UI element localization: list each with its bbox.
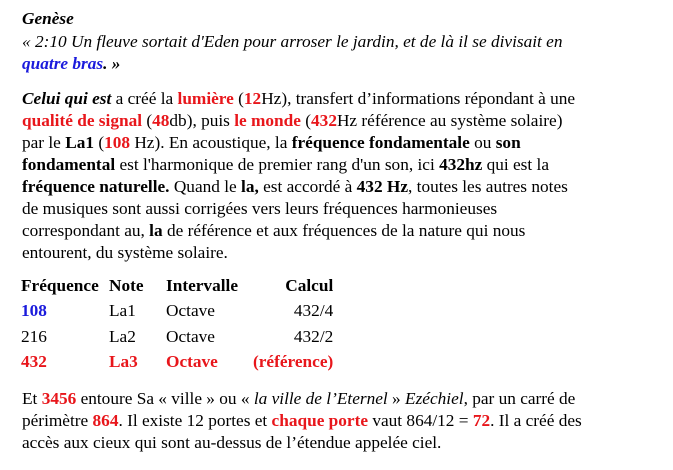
header-note: Note bbox=[109, 275, 144, 295]
value-432-hz: 432 Hz bbox=[356, 177, 409, 196]
text: par le bbox=[22, 133, 66, 152]
table-header-row bbox=[21, 273, 333, 299]
p1-line-8 bbox=[22, 243, 228, 263]
p1-line-3 bbox=[22, 133, 521, 153]
cell-frequence: 216 bbox=[21, 326, 47, 346]
chaque-porte: chaque porte bbox=[271, 411, 369, 430]
verse-highlight: quatre bras bbox=[22, 54, 104, 73]
celui-qui-est: Celui qui est bbox=[22, 89, 112, 108]
ville-de-l-eternel: la ville de l’Eternel bbox=[253, 389, 388, 408]
value-432hz: 432hz bbox=[439, 155, 483, 174]
frequence-fondamentale: fréquence fondamentale bbox=[291, 133, 470, 152]
verse-text: « 2:10 Un fleuve sortait d'Eden pour arroser le jardin, et de là il se divisait en bbox=[22, 32, 563, 51]
ezechiel: Ezéchiel bbox=[405, 389, 464, 408]
table-row bbox=[21, 299, 333, 325]
frequency-table bbox=[21, 273, 333, 375]
text: a créé la bbox=[111, 89, 178, 108]
text: . Il a créé des bbox=[490, 411, 582, 430]
text: est accordé à bbox=[258, 177, 357, 196]
text: qui est la bbox=[482, 155, 549, 174]
text: correspondant au, bbox=[22, 221, 150, 240]
verse-line-2 bbox=[22, 54, 120, 74]
text: entoure Sa « ville » ou « bbox=[76, 389, 254, 408]
verse-end: . » bbox=[103, 54, 121, 73]
value-48: 48 bbox=[152, 111, 170, 130]
text: de référence et aux fréquences de la nature qui nous bbox=[162, 221, 526, 240]
value-72: 72 bbox=[472, 411, 491, 430]
cell-intervalle: Octave bbox=[166, 326, 215, 346]
text: de musiques sont aussi corrigées vers leurs fréquences harmonieuses bbox=[22, 199, 498, 218]
cell-calcul: 432/2 bbox=[293, 326, 334, 346]
cell-frequence: 108 bbox=[21, 301, 47, 321]
cell-intervalle: Octave bbox=[166, 301, 215, 321]
value-3456: 3456 bbox=[41, 389, 77, 408]
text: vaut 864/12 = bbox=[368, 411, 473, 430]
cell-calcul: 432/4 bbox=[293, 301, 334, 321]
text: , toutes les autres notes bbox=[408, 177, 568, 196]
value-12: 12 bbox=[243, 89, 262, 108]
p1-line-7 bbox=[22, 221, 525, 241]
cell-note: La3 bbox=[109, 352, 138, 372]
value-864: 864 bbox=[92, 411, 119, 430]
la-note: la, bbox=[241, 177, 259, 196]
text: périmètre bbox=[22, 411, 93, 430]
le-monde: le monde bbox=[234, 111, 301, 130]
header-intervalle: Intervalle bbox=[166, 275, 238, 295]
frequence-naturelle: fréquence naturelle. bbox=[22, 177, 170, 196]
p2-line-2 bbox=[22, 411, 582, 431]
verse-line-1 bbox=[22, 32, 562, 52]
text: Hz référence au système solaire) bbox=[336, 111, 563, 130]
cell-intervalle: Octave bbox=[166, 352, 218, 372]
son: son bbox=[495, 133, 521, 152]
p2-line-3 bbox=[22, 433, 441, 453]
text: ( bbox=[233, 89, 244, 108]
text: . Il existe 12 portes et bbox=[118, 411, 272, 430]
text: db), puis bbox=[169, 111, 235, 130]
cell-note: La1 bbox=[109, 301, 136, 321]
text: ( bbox=[300, 111, 312, 130]
book-title bbox=[22, 9, 74, 29]
book-name: Genèse bbox=[22, 9, 74, 28]
cell-frequence: 432 bbox=[21, 352, 47, 372]
cell-note: La2 bbox=[109, 326, 136, 346]
text: , par un carré de bbox=[463, 389, 576, 408]
qualite-de-signal: qualité de signal bbox=[22, 111, 143, 130]
p1-line-6 bbox=[22, 199, 497, 219]
text: ou bbox=[469, 133, 496, 152]
table-row-reference bbox=[21, 350, 333, 376]
text: est l'harmonique de premier rang d'un son, ici bbox=[115, 155, 440, 174]
value-432: 432 bbox=[311, 111, 337, 130]
header-calcul: Calcul bbox=[285, 275, 334, 295]
p2-line-1 bbox=[22, 389, 575, 409]
text: Quand le bbox=[169, 177, 242, 196]
text: ( bbox=[142, 111, 153, 130]
fondamental: fondamental bbox=[22, 155, 116, 174]
p1-line-2 bbox=[22, 111, 562, 131]
p1-line-5 bbox=[22, 177, 568, 197]
la-reference: la bbox=[149, 221, 163, 240]
text: Hz), transfert d’informations répondant à une bbox=[261, 89, 576, 108]
value-108: 108 bbox=[104, 133, 130, 152]
text: entourent, du système solaire. bbox=[22, 243, 228, 262]
table-row bbox=[21, 324, 333, 350]
p1-line-4 bbox=[22, 155, 549, 175]
la1: La1 bbox=[65, 133, 94, 152]
text: » bbox=[387, 389, 406, 408]
text: Et bbox=[22, 389, 42, 408]
text: accès aux cieux qui sont au-dessus de l’étendue appelée ciel. bbox=[22, 433, 442, 452]
cell-calcul: (référence) bbox=[253, 352, 334, 372]
p1-line-1 bbox=[22, 89, 575, 109]
header-frequence: Fréquence bbox=[21, 275, 99, 295]
lumiere: lumière bbox=[177, 89, 234, 108]
text: ( bbox=[94, 133, 105, 152]
text: Hz). En acoustique, la bbox=[130, 133, 292, 152]
